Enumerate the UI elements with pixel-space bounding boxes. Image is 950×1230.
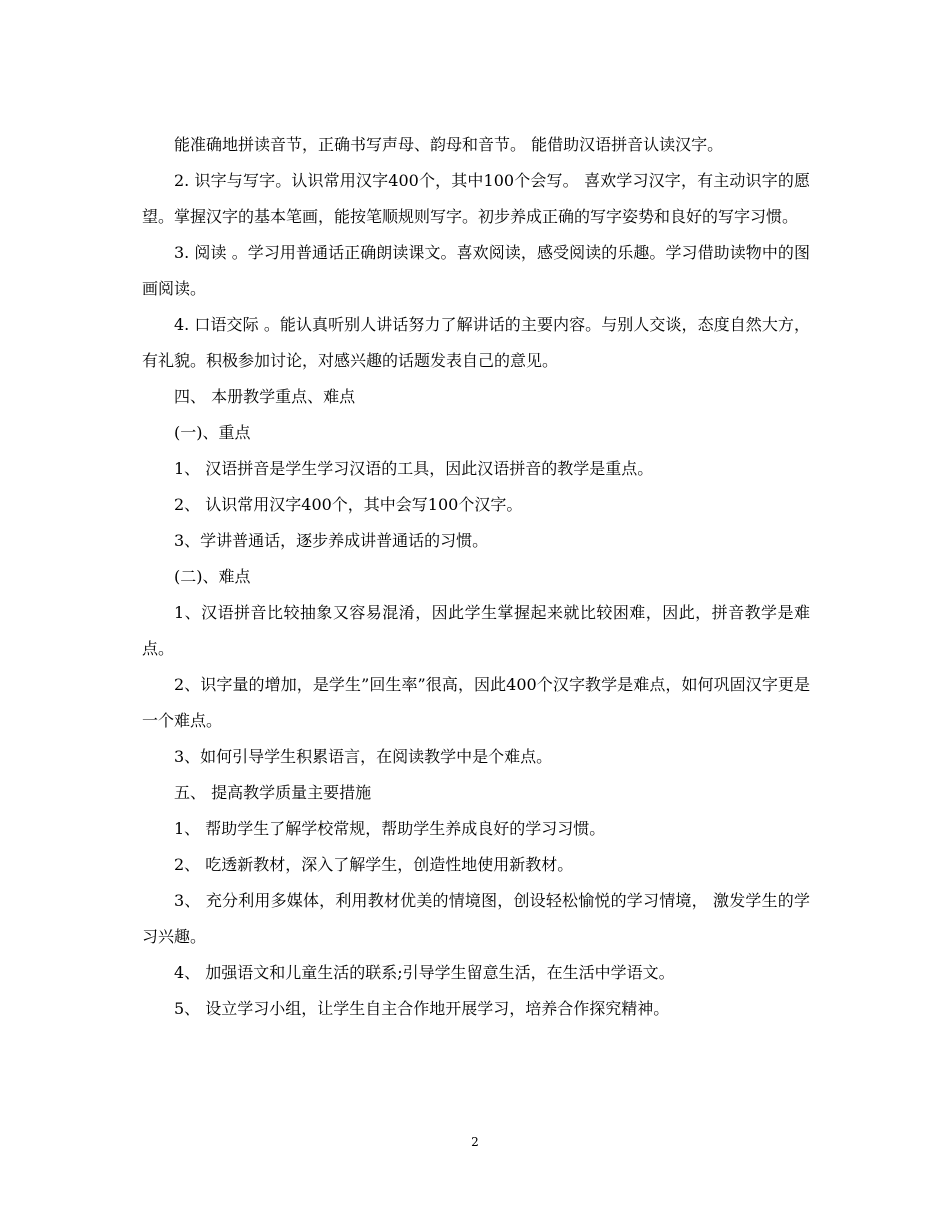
list-item: 3、学讲普通话，逐步养成讲普通话的习惯。 — [174, 531, 489, 550]
paragraph: 4. 口语交际 。能认真听别人讲话努力了解讲话的主要内容。与别人交谈，态度自然大方，有礼貌。积极参加讨论，对感兴趣的话题发表自己的意见。 — [142, 315, 810, 370]
list-item: 1、 汉语拼音是学生学习汉语的工具，因此汉语拼音的教学是重点。 — [174, 459, 654, 478]
section-heading: 四、 本册教学重点、难点 — [174, 387, 356, 406]
section-heading: 五、 提高教学质量主要措施 — [174, 783, 372, 802]
subsection-heading: (二)、难点 — [174, 567, 251, 586]
list-item: 2、 认识常用汉字400个，其中会写100个汉字。 — [174, 495, 523, 514]
paragraph: 2. 识字与写字。认识常用汉字400个，其中100个会写。 喜欢学习汉字，有主动识字的愿望。掌握汉字的基本笔画，能按笔顺规则写字。初步养成正确的写字姿势和良好的写字习惯。 — [142, 171, 810, 226]
list-item: 1、汉语拼音比较抽象又容易混淆，因此学生掌握起来就比较困难，因此，拼音教学是难点。 — [142, 603, 810, 658]
list-item: 5、 设立学习小组，让学生自主合作地开展学习，培养合作探究精神。 — [174, 999, 670, 1018]
list-item: 2、识字量的增加，是学生”回生率”很高，因此400个汉字教学是难点，如何巩固汉字更是一个难点。 — [142, 675, 810, 730]
subsection-heading: (一)、重点 — [174, 423, 251, 442]
paragraph: 3. 阅读 。学习用普通话正确朗读课文。喜欢阅读，感受阅读的乐趣。学习借助读物中的图画阅读。 — [142, 243, 810, 298]
list-item: 3、如何引导学生积累语言，在阅读教学中是个难点。 — [174, 747, 553, 766]
list-item: 4、 加强语文和儿童生活的联系;引导学生留意生活，在生活中学语文。 — [174, 963, 675, 982]
document-body — [142, 127, 810, 1027]
paragraph: 能准确地拼读音节，正确书写声母、韵母和音节。 能借助汉语拼音认读汉字。 — [174, 135, 724, 154]
page-number: 2 — [471, 1135, 479, 1149]
list-item: 3、 充分利用多媒体，利用教材优美的情境图，创设轻松愉悦的学习情境， 激发学生的学习兴趣。 — [142, 891, 810, 946]
list-item: 1、 帮助学生了解学校常规，帮助学生养成良好的学习习惯。 — [174, 819, 606, 838]
list-item: 2、 吃透新教材，深入了解学生，创造性地使用新教材。 — [174, 855, 574, 874]
